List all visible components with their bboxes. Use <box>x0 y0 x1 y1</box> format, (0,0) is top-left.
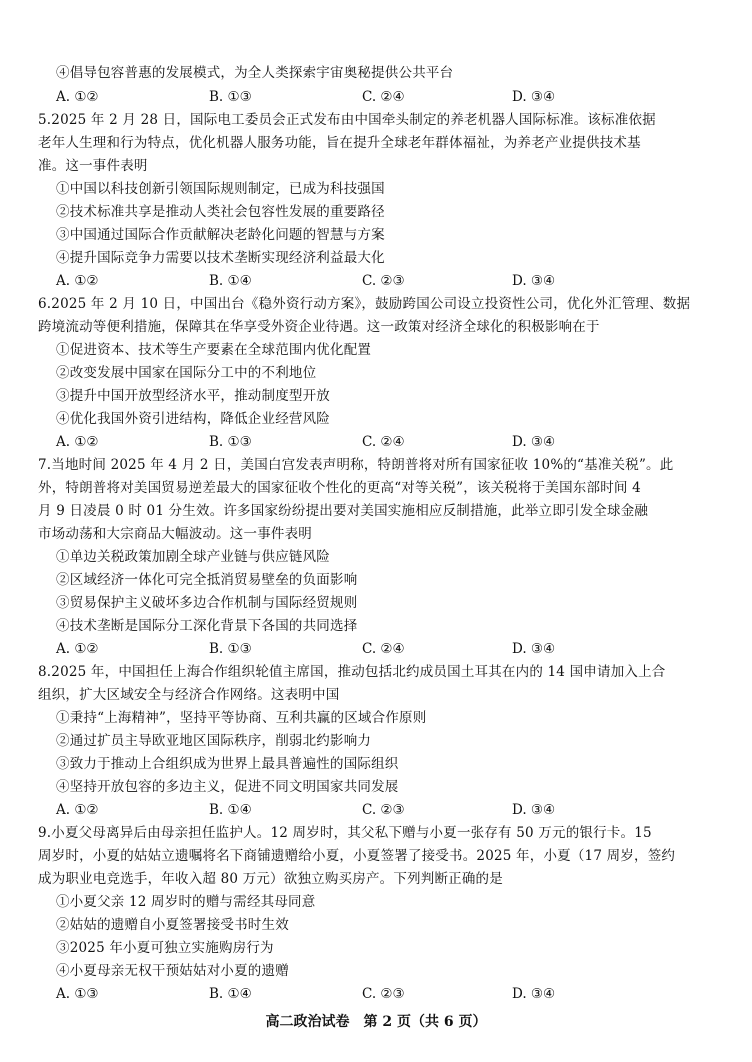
choice-c: C. ②③ <box>362 802 405 818</box>
question-7-stem: 市场动荡和大宗商品大幅波动。这一事件表明 <box>38 526 312 542</box>
question-7-option: ③贸易保护主义破坏多边合作机制与国际经贸规则 <box>56 595 358 611</box>
question-7-stem: 外，特朗普将对美国贸易逆差最大的国家征收个性化的更高“对等关税”，该关税将于美国东部时间 4 <box>38 480 641 496</box>
question-7-stem: 月 9 日凌晨 0 时 01 分生效。许多国家纷纷提出要对美国实施相应反制措施，此举立即引发全球金融 <box>38 503 649 519</box>
choice-a: A. ①② <box>56 434 99 450</box>
question-9-option: ①小夏父亲 12 周岁时的赠与需经其母同意 <box>56 894 316 910</box>
choice-b: B. ①③ <box>209 434 252 450</box>
answer-choices-q7 <box>56 639 656 659</box>
question-5-stem: 准。这一事件表明 <box>38 158 148 174</box>
choice-d: D. ③④ <box>512 641 556 657</box>
question-6-option: ③提升中国开放型经济水平，推动制度型开放 <box>56 388 330 404</box>
question-6-option: ①促进资本、技术等生产要素在全球范围内优化配置 <box>56 342 372 358</box>
choice-a: A. ①② <box>56 273 99 289</box>
question-9-option: ②姑姑的遗赠自小夏签署接受书时生效 <box>56 917 289 933</box>
choice-d: D. ③④ <box>512 434 556 450</box>
answer-choices-q8 <box>56 800 656 820</box>
question-6-option: ④优化我国外资引进结构，降低企业经营风险 <box>56 411 330 427</box>
choice-b: B. ①④ <box>209 273 252 289</box>
choice-c: C. ②④ <box>362 89 405 105</box>
question-5-stem: 5.2025 年 2 月 28 日，国际电工委员会正式发布由中国牵头制定的养老机器人国际标准。该标准依据 <box>38 112 656 128</box>
question-5-stem: 老年人生理和行为特点，优化机器人服务功能，旨在提升全球老年群体福祉，为养老产业提供技术基 <box>38 135 641 151</box>
answer-choices-q4 <box>56 87 656 107</box>
choice-b: B. ①④ <box>209 986 252 1002</box>
answer-choices-q9 <box>56 984 656 1004</box>
choice-b: B. ①④ <box>209 802 252 818</box>
choice-c: C. ②④ <box>362 641 405 657</box>
question-8-stem: 组织，扩大区域安全与经济合作网络。这表明中国 <box>38 687 340 703</box>
question-8-option: ②通过扩员主导欧亚地区国际秩序，削弱北约影响力 <box>56 733 372 749</box>
answer-choices-q5 <box>56 271 656 291</box>
question-7-option: ①单边关税政策加剧全球产业链与供应链风险 <box>56 549 330 565</box>
question-8-option: ④坚持开放包容的多边主义，促进不同文明国家共同发展 <box>56 779 399 795</box>
question-9-stem: 周岁时，小夏的姑姑立遗嘱将名下商铺遗赠给小夏，小夏签署了接受书。2025 年，小夏（17 周岁，签约 <box>38 848 676 864</box>
question-7-stem: 7.当地时间 2025 年 4 月 2 日，美国白宫发表声明称，特朗普将对所有国家征收 10%的“基准关税”。此 <box>38 457 674 473</box>
choice-d: D. ③④ <box>512 986 556 1002</box>
question-9-option: ③2025 年小夏可独立实施购房行为 <box>56 940 274 956</box>
question-7-option: ②区域经济一体化可完全抵消贸易壁垒的负面影响 <box>56 572 358 588</box>
question-6-stem: 6.2025 年 2 月 10 日，中国出台《稳外资行动方案》，鼓励跨国公司设立投资性公司，优化外汇管理、数据 <box>38 296 691 312</box>
question-5-option: ③中国通过国际合作贡献解决老龄化问题的智慧与方案 <box>56 227 385 243</box>
question-9-option: ④小夏母亲无权干预姑姑对小夏的遗赠 <box>56 963 289 979</box>
page-footer: 高二政治试卷 第 2 页（共 6 页） <box>265 1014 487 1030</box>
question-7-option: ④技术垄断是国际分工深化背景下各国的共同选择 <box>56 618 358 634</box>
choice-a: A. ①③ <box>56 986 99 1002</box>
question-8-stem: 8.2025 年，中国担任上海合作组织轮值主席国，推动包括北约成员国土耳其在内的 14 国申请加入上合 <box>38 664 666 680</box>
question-8-option: ③致力于推动上合组织成为世界上最具普遍性的国际组织 <box>56 756 399 772</box>
option-4-4: ④倡导包容普惠的发展模式，为全人类探索宇宙奥秘提供公共平台 <box>56 65 454 81</box>
choice-a: A. ①② <box>56 802 99 818</box>
choice-d: D. ③④ <box>512 273 556 289</box>
choice-d: D. ③④ <box>512 802 556 818</box>
choice-b: B. ①③ <box>209 641 252 657</box>
choice-c: C. ②③ <box>362 986 405 1002</box>
choice-a: A. ①② <box>56 89 99 105</box>
choice-a: A. ①② <box>56 641 99 657</box>
choice-c: C. ②③ <box>362 273 405 289</box>
question-6-option: ②改变发展中国家在国际分工中的不利地位 <box>56 365 317 381</box>
choice-b: B. ①③ <box>209 89 252 105</box>
choice-d: D. ③④ <box>512 89 556 105</box>
answer-choices-q6 <box>56 432 656 452</box>
choice-c: C. ②④ <box>362 434 405 450</box>
question-8-option: ①秉持“上海精神”，坚持平等协商、互利共赢的区域合作原则 <box>56 710 427 726</box>
question-5-option: ②技术标准共享是推动人类社会包容性发展的重要路径 <box>56 204 385 220</box>
question-5-option: ④提升国际竞争力需要以技术垄断实现经济利益最大化 <box>56 250 385 266</box>
question-9-stem: 成为职业电竞选手，年收入超 80 万元）欲独立购买房产。下列判断正确的是 <box>38 871 503 887</box>
question-6-stem: 跨境流动等便利措施，保障其在华享受外资企业待遇。这一政策对经济全球化的积极影响在于 <box>38 319 600 335</box>
question-9-stem: 9.小夏父母离异后由母亲担任监护人。12 周岁时，其父私下赠与小夏一张存有 50 万元的银行卡。15 <box>38 825 652 841</box>
question-5-option: ①中国以科技创新引领国际规则制定，已成为科技强国 <box>56 181 385 197</box>
